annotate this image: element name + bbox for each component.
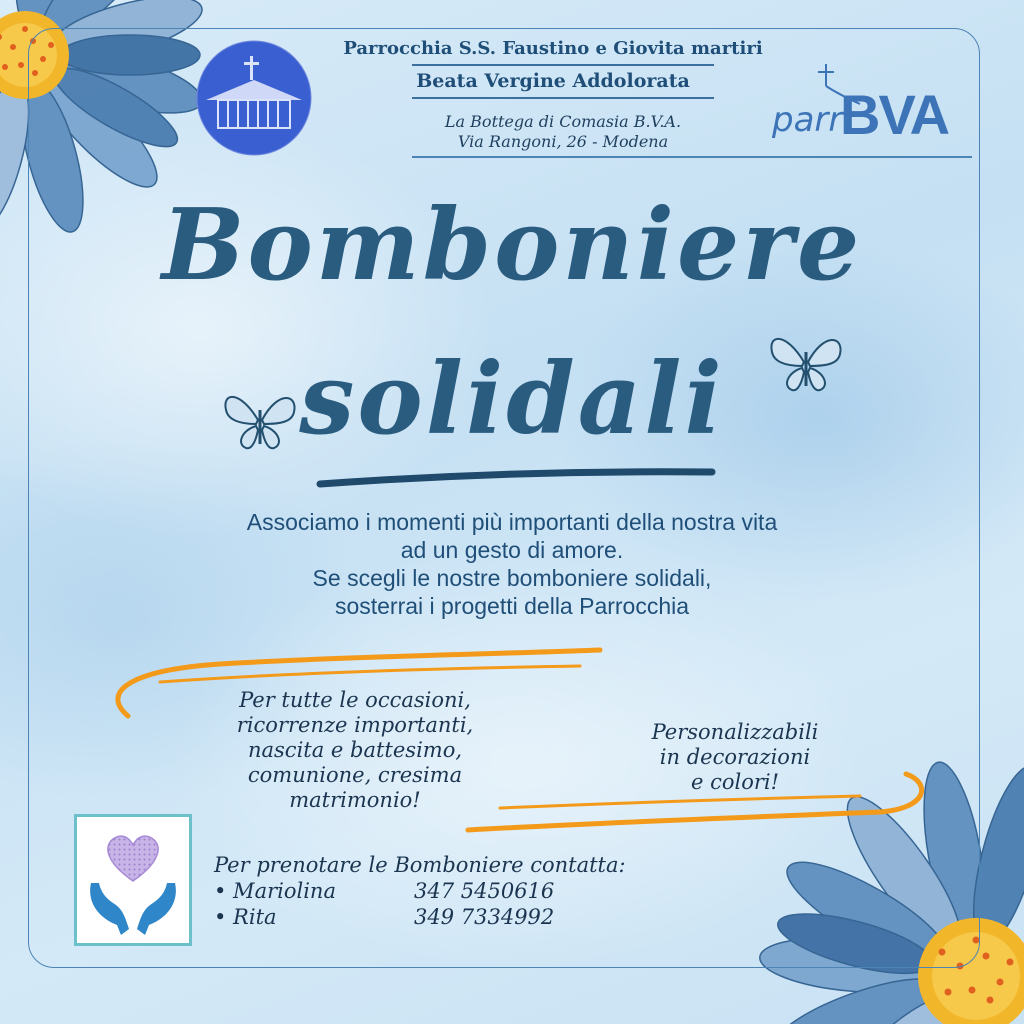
description-line: Se scegli le nostre bomboniere solidali, bbox=[312, 565, 712, 591]
church-logo-icon bbox=[194, 40, 314, 156]
parish-subtitle: Beata Vergine Addolorata bbox=[416, 70, 690, 92]
parr-logo-prefix: parr bbox=[772, 100, 843, 140]
occasions-line: matrimonio! bbox=[289, 788, 421, 812]
customize-line: e colori! bbox=[690, 770, 780, 794]
contact-row bbox=[214, 904, 626, 930]
occasions-line: comunione, cresima bbox=[247, 763, 463, 787]
occasions-line: nascita e battesimo, bbox=[247, 738, 463, 762]
description bbox=[120, 508, 904, 620]
title-underline bbox=[316, 462, 716, 492]
customize-line: Personalizzabili bbox=[651, 720, 819, 744]
contact-name: • Rita bbox=[214, 905, 277, 929]
title-line-2: solidali bbox=[299, 342, 725, 457]
description-line: Associamo i momenti più importanti della nostra vita bbox=[246, 509, 778, 535]
occasions-line: ricorrenze importanti, bbox=[236, 713, 474, 737]
contact-phone: 349 7334992 bbox=[414, 905, 555, 929]
contact-row bbox=[214, 878, 626, 904]
header-divider bbox=[412, 97, 714, 99]
occasions-line: Per tutte le occasioni, bbox=[239, 688, 471, 712]
contact-heading: Per prenotare le Bomboniere contatta: bbox=[214, 853, 626, 877]
title-line-1: Bomboniere bbox=[161, 188, 863, 303]
description-line: ad un gesto di amore. bbox=[400, 537, 624, 563]
contact-block bbox=[214, 852, 626, 930]
shop-address: Via Rangoni, 26 - Modena bbox=[457, 132, 669, 151]
header-divider bbox=[412, 64, 714, 66]
parr-logo-text: BVA bbox=[840, 83, 949, 146]
customize-line: in decorazioni bbox=[659, 745, 811, 769]
customize-text bbox=[600, 720, 870, 795]
contact-phone: 347 5450616 bbox=[414, 879, 555, 903]
butterfly-right-icon bbox=[766, 326, 846, 400]
heart-hands-icon bbox=[77, 817, 189, 943]
header-divider bbox=[412, 156, 972, 158]
description-line: sosterrai i progetti della Parrocchia bbox=[334, 593, 690, 619]
occasions-text bbox=[170, 688, 540, 813]
heart-hands-logo bbox=[74, 814, 192, 946]
shop-name: La Bottega di Comasia B.V.A. bbox=[444, 112, 682, 131]
butterfly-left-icon bbox=[220, 384, 300, 458]
parish-name: Parrocchia S.S. Faustino e Giovita martiri bbox=[343, 38, 763, 59]
parr-bva-logo bbox=[768, 78, 978, 148]
contact-name: • Mariolina bbox=[214, 879, 336, 903]
